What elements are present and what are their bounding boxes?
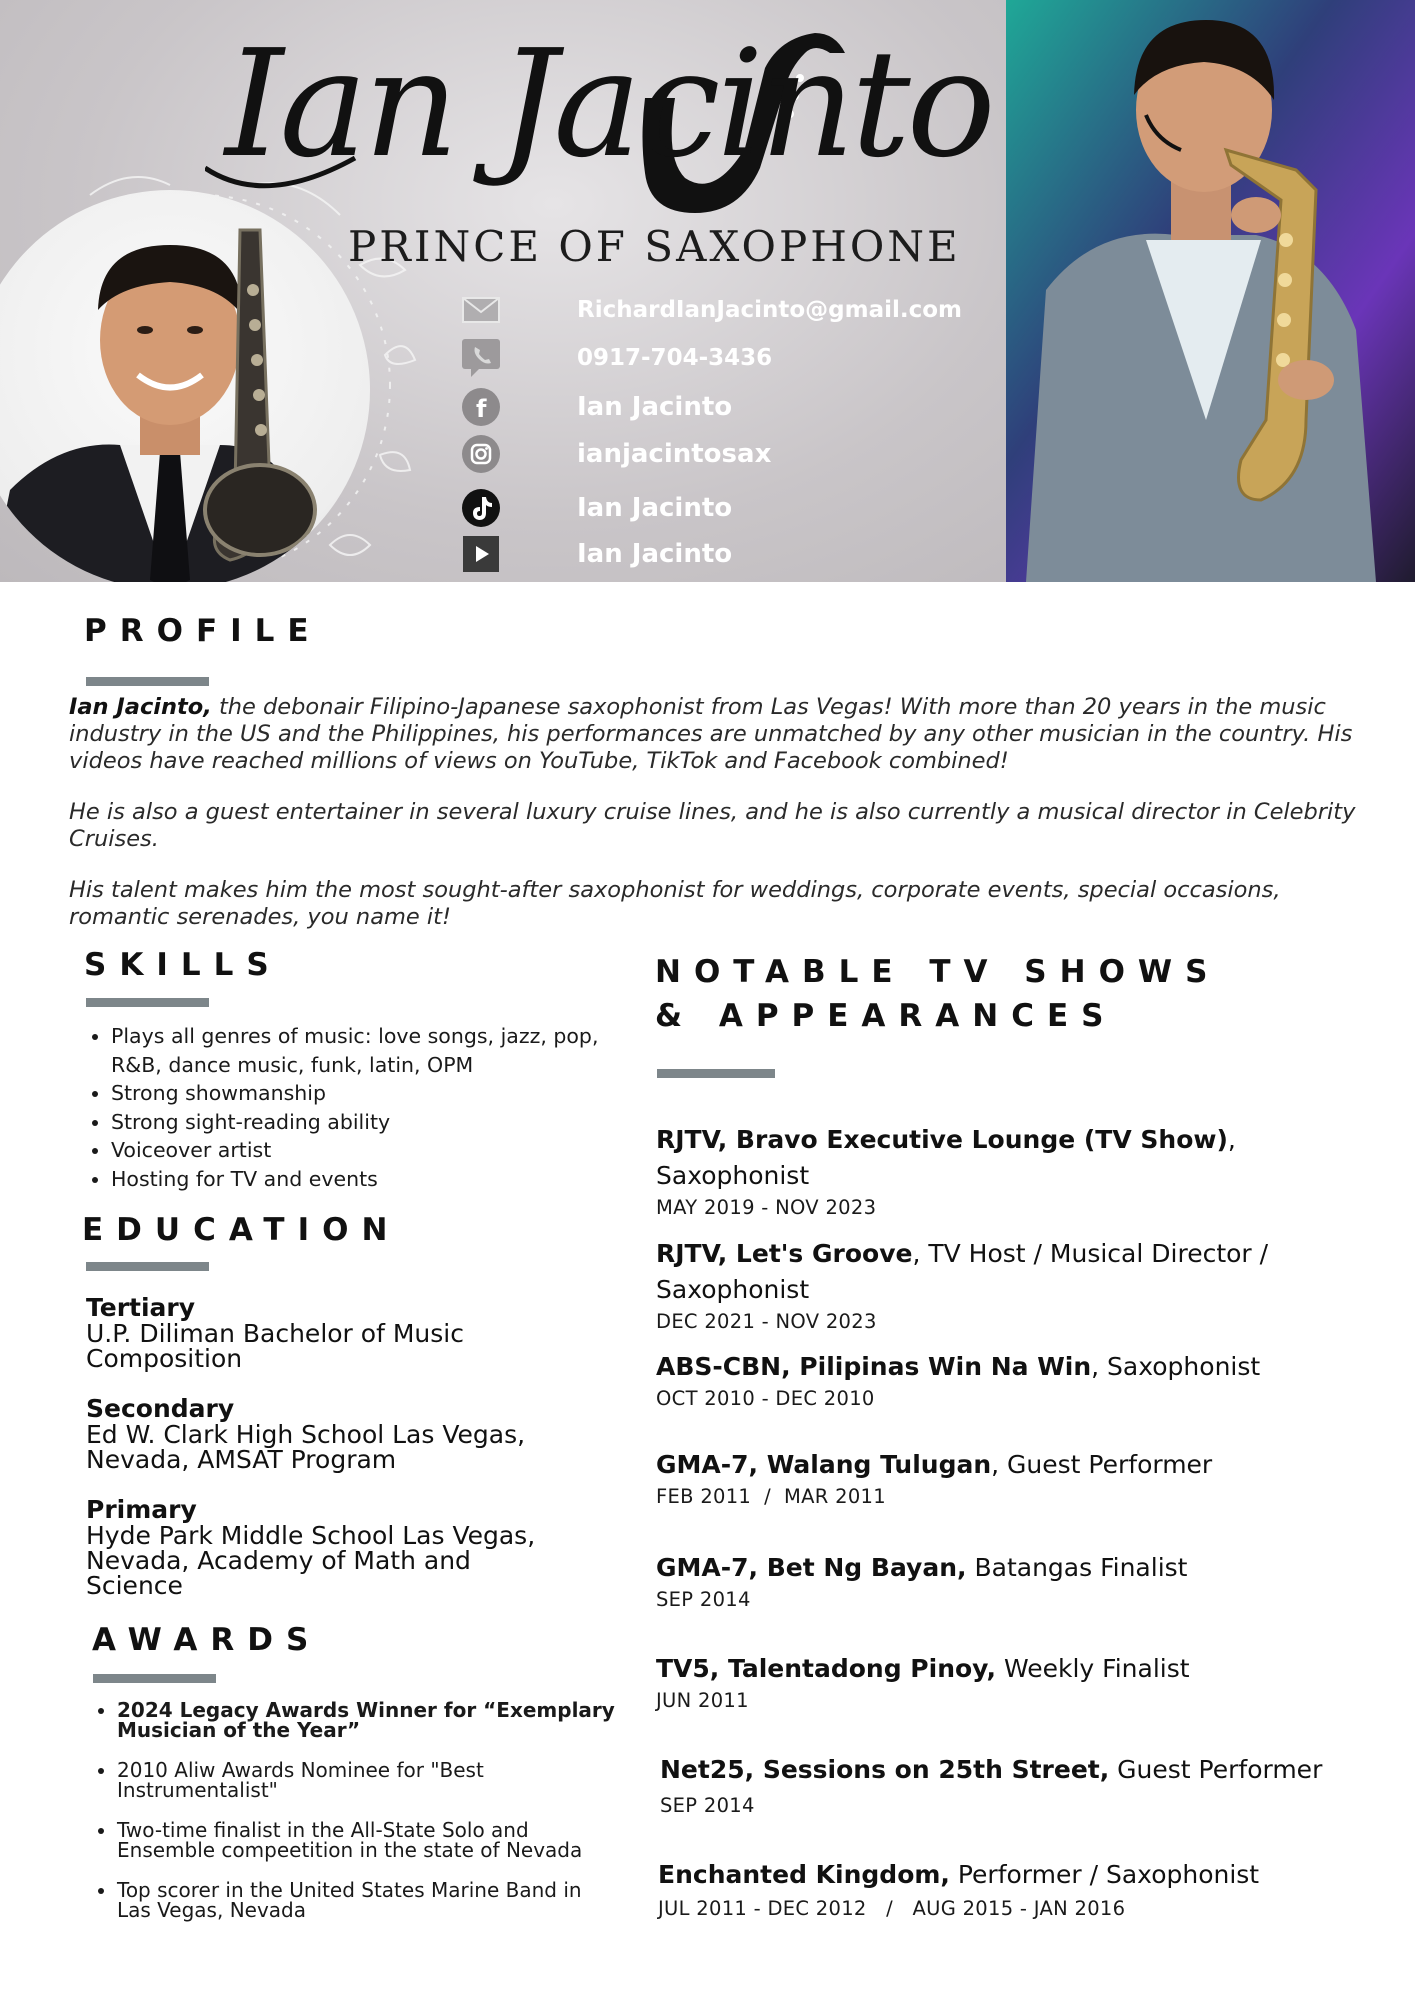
show-date: JUN 2011 <box>656 1689 749 1712</box>
shows-heading-line-2: & APPEARANCES <box>655 998 1117 1034</box>
show-role: , Saxophonist <box>656 1125 1236 1190</box>
education-desc: Ed W. Clark High School Las Vegas, Nevada, AMSAT Program <box>86 1420 526 1474</box>
show-date: OCT 2010 - DEC 2010 <box>656 1387 875 1410</box>
show-name: GMA-7, Walang Tulugan <box>656 1450 992 1479</box>
awards-list <box>90 1700 617 1940</box>
list-item: • Two-time finalist in the All-State Solo and Ensemble compeetition in the state of Nevada <box>117 1820 617 1860</box>
profile-paragraph-1 <box>69 694 1359 775</box>
show-name: ABS-CBN, Pilipinas Win Na Win <box>656 1352 1092 1381</box>
list-item: • Strong sight-reading ability <box>111 1108 631 1137</box>
list-item: • Plays all genres of music: love songs, jazz, pop, R&B, dance music, funk, latin, OPM <box>111 1022 631 1079</box>
show-date: SEP 2014 <box>656 1588 751 1611</box>
tagline: PRINCE OF SAXOPHONE <box>348 222 961 271</box>
education-entry-tertiary <box>86 1295 606 1371</box>
show-item <box>656 1349 1356 1413</box>
instagram-icon <box>461 434 501 474</box>
svg-text:f: f <box>476 395 487 423</box>
show-date: SEP 2014 <box>660 1794 755 1817</box>
contact-youtube[interactable] <box>461 532 732 576</box>
show-date: DEC 2021 - NOV 2023 <box>656 1310 877 1333</box>
show-item <box>656 1550 1356 1614</box>
profile-paragraph-1-text: the debonair Filipino-Japanese saxophonist from Las Vegas! With more than 20 years in the music industry in the US and the Philippines, his performances are unmatched by any other musician in the country. His videos have reached millions of views on YouTube, TikTok and Facebook combined! <box>69 694 1353 774</box>
show-item <box>658 1857 1358 1923</box>
profile-body <box>69 694 1359 955</box>
show-item <box>660 1752 1360 1820</box>
list-item: • 2024 Legacy Awards Winner for “Exemplary Musician of the Year” <box>117 1700 617 1740</box>
profile-name-lead: Ian Jacinto, <box>69 694 212 720</box>
education-level: Tertiary <box>86 1293 196 1322</box>
show-role: Performer / Saxophonist <box>949 1860 1260 1889</box>
awards-heading: AWARDS <box>92 1622 322 1658</box>
show-date: FEB 2011 / MAR 2011 <box>656 1485 886 1508</box>
list-item: • 2010 Aliw Awards Nominee for "Best Instrumentalist" <box>117 1760 617 1800</box>
show-name: RJTV, Let's Groove <box>656 1239 913 1268</box>
tiktok-text: Ian Jacinto <box>577 493 733 523</box>
show-name: GMA-7, Bet Ng Bayan, <box>656 1553 967 1582</box>
show-role: Weekly Finalist <box>996 1654 1190 1683</box>
awards-divider <box>93 1674 216 1683</box>
education-entry-secondary <box>86 1396 606 1472</box>
profile-divider <box>86 677 209 686</box>
skills-heading: SKILLS <box>84 947 282 983</box>
list-item: • Hosting for TV and events <box>111 1165 631 1194</box>
education-level: Secondary <box>86 1394 235 1423</box>
contact-facebook[interactable] <box>461 385 732 429</box>
show-role: , Saxophonist <box>1091 1352 1261 1381</box>
show-name: Net25, Sessions on 25th Street, <box>660 1755 1110 1784</box>
show-item <box>656 1447 1356 1511</box>
show-date: JUL 2011 - DEC 2012 / AUG 2015 - JAN 2016 <box>658 1897 1126 1920</box>
show-item <box>656 1236 1356 1336</box>
show-role: , Guest Performer <box>991 1450 1213 1479</box>
shows-divider <box>657 1069 775 1078</box>
education-level: Primary <box>86 1495 197 1524</box>
email-text: RichardIanJacinto@gmail.com <box>577 297 963 323</box>
performance-photo <box>1006 0 1415 582</box>
show-role: , TV Host / Musical Director / Saxophonist <box>656 1239 1269 1304</box>
show-role: Guest Performer <box>1109 1755 1323 1784</box>
header-banner <box>0 0 1006 582</box>
education-desc: Hyde Park Middle School Las Vegas, Nevada, Academy of Math and Science <box>86 1521 536 1600</box>
profile-heading: PROFILE <box>84 613 322 649</box>
contact-instagram[interactable] <box>461 432 771 476</box>
tiktok-icon <box>461 488 501 528</box>
show-role: Batangas Finalist <box>966 1553 1188 1582</box>
education-heading: EDUCATION <box>82 1212 401 1248</box>
facebook-text: Ian Jacinto <box>577 392 733 422</box>
phone-icon <box>461 338 501 378</box>
skills-divider <box>86 998 209 1007</box>
list-item: • Strong showmanship <box>111 1079 631 1108</box>
show-item <box>656 1122 1356 1222</box>
list-item: • Voiceover artist <box>111 1136 631 1165</box>
contact-tiktok[interactable] <box>461 486 732 530</box>
skills-list <box>84 1022 631 1193</box>
profile-paragraph-2: He is also a guest entertainer in several luxury cruise lines, and he is also currently a musical director in Celebrity Cruises. <box>69 799 1356 852</box>
shows-heading-line-1: NOTABLE TV SHOWS <box>655 954 1221 990</box>
facebook-icon <box>461 387 501 427</box>
mail-icon <box>461 290 501 330</box>
youtube-icon <box>461 534 501 574</box>
contact-phone[interactable] <box>461 336 772 380</box>
education-desc: U.P. Diliman Bachelor of Music Composition <box>86 1319 464 1373</box>
name-logo-text: Ian Jacinto <box>225 18 992 190</box>
show-item <box>656 1651 1356 1715</box>
education-divider <box>86 1262 209 1271</box>
show-date: MAY 2019 - NOV 2023 <box>656 1196 877 1219</box>
youtube-text: Ian Jacinto <box>577 539 733 569</box>
show-name: TV5, Talentadong Pinoy, <box>656 1654 997 1683</box>
show-name: RJTV, Bravo Executive Lounge (TV Show) <box>656 1125 1228 1154</box>
instagram-text: ianjacintosax <box>577 439 772 469</box>
list-item: • Top scorer in the United States Marine Band in Las Vegas, Nevada <box>117 1880 617 1920</box>
contact-email[interactable] <box>461 288 962 332</box>
phone-text: 0917-704-3436 <box>577 345 773 371</box>
profile-paragraph-3: His talent makes him the most sought-after saxophonist for weddings, corporate events, special occasions, romantic serenades, you name it! <box>69 877 1281 930</box>
education-entry-primary <box>86 1497 606 1598</box>
show-name: Enchanted Kingdom, <box>658 1860 950 1889</box>
